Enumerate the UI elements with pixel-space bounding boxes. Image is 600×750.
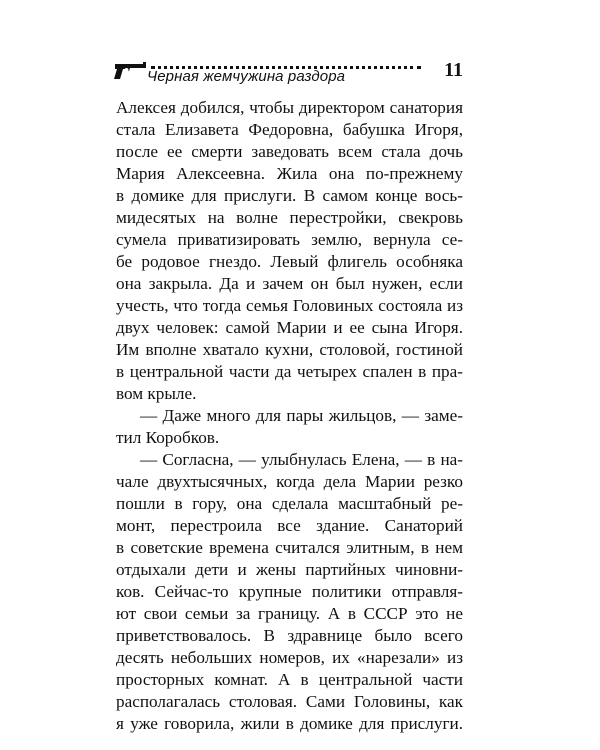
- running-title: Черная жемчужина раздора: [147, 68, 346, 85]
- text-line: мидесятых на волне перестройки, свекровь: [116, 208, 463, 227]
- text-line: монт, перестроила все здание. Санаторий: [116, 516, 463, 535]
- revolver-icon: [113, 59, 149, 81]
- text-line: вом крыле.: [116, 384, 197, 403]
- text-line: отдыхали дети и жены партийных чиновни-: [116, 560, 463, 579]
- text-line: бе родовое гнездо. Левый флигель особняка: [116, 252, 463, 271]
- text-line: пошли в гору, она сделала масштабный ре-: [116, 494, 463, 513]
- text-line: сумела приватизировать землю, вернула се-: [116, 230, 463, 249]
- text-line: ков. Сейчас-то крупные политики отправля-: [116, 582, 463, 601]
- page-number: 11: [444, 59, 463, 81]
- text-line: я уже говорила, жили в домике для прислуги.: [116, 714, 463, 733]
- text-line: учесть, что тогда семья Головиных состояла из: [116, 296, 463, 315]
- text-line: располагалась столовая. Сами Головины, как: [116, 692, 463, 711]
- running-header: [113, 56, 463, 86]
- text-line: десять небольших номеров, их «нарезали» из: [116, 648, 463, 667]
- text-line: — Даже много для пары жильцов, — заме-: [140, 406, 463, 425]
- text-line: Мария Алексеевна. Жила она по-прежнему: [116, 164, 463, 183]
- text-line: Алексея добился, чтобы директором санатория: [116, 98, 463, 117]
- text-line: ют свои семьи за границу. А в СССР это не: [116, 604, 463, 623]
- text-line: Им вполне хватало кухни, столовой, гостиной: [116, 340, 463, 359]
- text-line: в центральной части да четырех спален в пра-: [116, 362, 463, 381]
- text-line: чале двухтысячных, когда дела Марии резко: [116, 472, 463, 491]
- text-line: в советские времена считался элитным, в нем: [116, 538, 463, 557]
- text-line: она закрыла. Да и зачем он был нужен, если: [116, 274, 463, 293]
- text-line: — Согласна, — улыбнулась Елена, — в на-: [140, 450, 463, 469]
- text-line: стала Елизавета Федоровна, бабушка Игоря,: [116, 120, 463, 139]
- text-line: просторных комнат. А в центральной части: [116, 670, 463, 689]
- text-line: тил Коробков.: [116, 428, 220, 447]
- text-line: после ее смерти заведовать всем стала дочь: [116, 142, 463, 161]
- text-line: приветствовалось. В здравнице было всего: [116, 626, 463, 645]
- text-line: двух человек: самой Марии и ее сына Игоря.: [116, 318, 463, 337]
- body-text: [116, 97, 463, 735]
- text-line: в домике для прислуги. В самом конце вось-: [116, 186, 463, 205]
